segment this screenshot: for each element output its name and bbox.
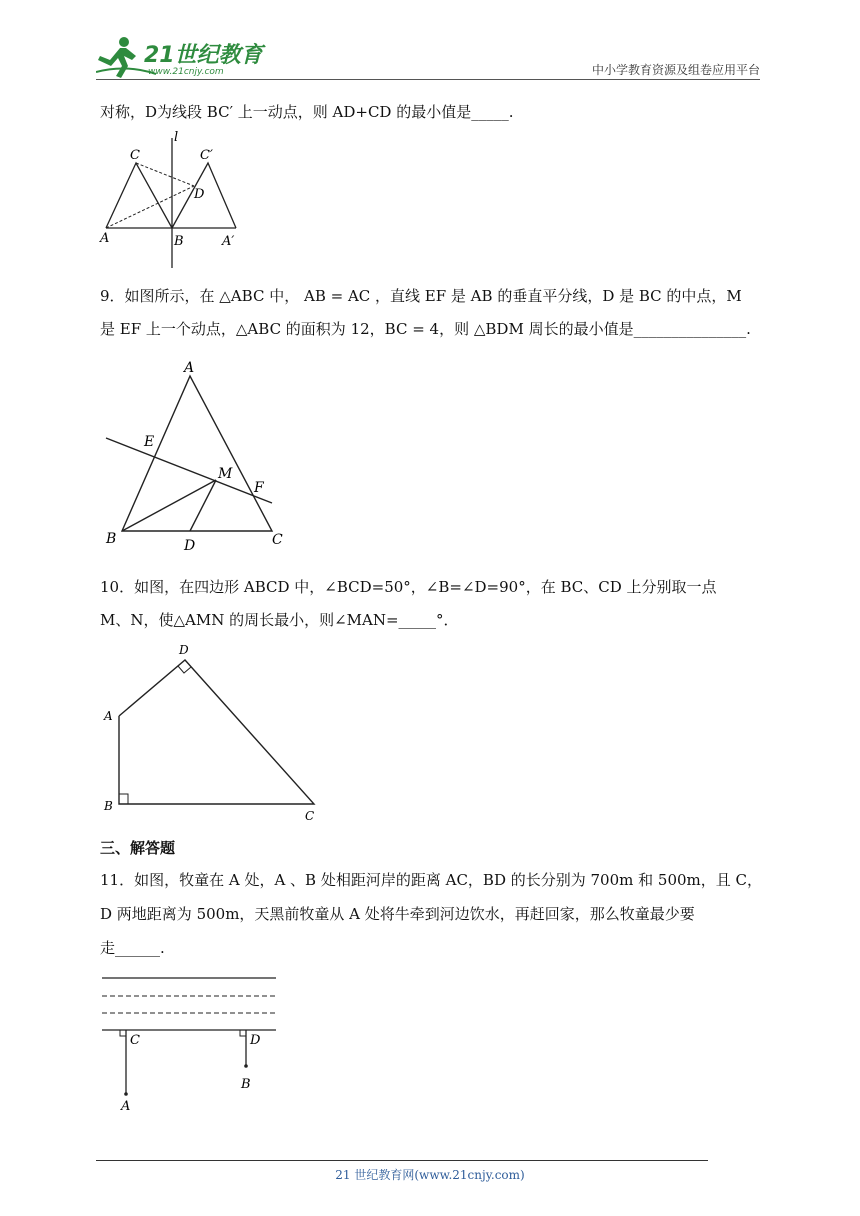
- q9-label-a: A: [184, 360, 195, 376]
- q8-label-l: l: [174, 130, 179, 145]
- q9-text-line2: 是 EF 上一个动点，△ABC 的面积为 12，BC = 4，则 △BDM 周长的最小值是_______________.: [100, 320, 751, 338]
- logo-text: 21世纪教育: [144, 43, 263, 68]
- footer-divider: [96, 1160, 708, 1161]
- q11-text-line3: 走______.: [100, 939, 165, 957]
- q9-figure: [100, 358, 300, 558]
- site-logo: [96, 34, 266, 80]
- q8-figure: [96, 128, 256, 272]
- q9-label-e: E: [144, 434, 155, 450]
- q11-label-c: C: [130, 1033, 140, 1048]
- section-title: 三、解答题: [100, 839, 176, 857]
- q9-label-f: F: [254, 480, 264, 496]
- q10-label-d: D: [179, 643, 189, 657]
- q9-label-b: B: [106, 531, 117, 547]
- q8-label-c: C: [130, 148, 140, 163]
- platform-name: 中小学教育资源及组卷应用平台: [591, 63, 760, 77]
- q9-text-line1: 9．如图所示，在 △ABC 中， AB = AC ，直线 EF 是 AB 的垂直平分线，D 是 BC 的中点，M: [100, 287, 742, 305]
- q11-text-line1: 11．如图，牧童在 A 处，A 、B 处相距河岸的距离 AC，BD 的长分别为 700m 和 500m，且 C，: [100, 871, 763, 889]
- q10-figure: [100, 640, 330, 825]
- q11-text-line2: D 两地距离为 500m，天黑前牧童从 A 处将牛牵到河边饮水，再赶回家，那么牧童最少要: [100, 905, 695, 923]
- q8-label-a: A: [100, 231, 110, 246]
- q11-label-d: D: [250, 1033, 261, 1048]
- q10-text-line1: 10．如图，在四边形 ABCD 中，∠BCD=50°，∠B=∠D=90°，在 BC、CD 上分别取一点: [100, 578, 717, 596]
- logo-url: www.21cnjy.com: [148, 67, 224, 77]
- q10-label-b: B: [104, 799, 113, 813]
- q8-label-c-prime: C′: [200, 148, 213, 163]
- header-divider: [96, 79, 760, 80]
- q10-label-c: C: [305, 809, 315, 823]
- q10-label-a: A: [104, 709, 113, 723]
- q8-label-a-prime: A′: [222, 234, 235, 249]
- q8-text: 对称，D为线段 BC′ 上一动点，则 AD+CD 的最小值是_____.: [100, 103, 514, 121]
- q9-label-c: C: [272, 532, 283, 548]
- q11-label-a: A: [121, 1099, 131, 1114]
- q9-label-d: D: [184, 538, 196, 554]
- q8-label-b: B: [174, 234, 184, 249]
- q8-label-d: D: [194, 187, 205, 202]
- q11-figure: [100, 970, 290, 1120]
- q11-label-b: B: [241, 1077, 251, 1092]
- q9-label-m: M: [218, 466, 233, 482]
- q10-text-line2: M、N，使△AMN 的周长最小，则∠MAN=_____°．: [100, 611, 459, 629]
- footer-link[interactable]: 21 世纪教育网(www.21cnjy.com): [335, 1168, 525, 1182]
